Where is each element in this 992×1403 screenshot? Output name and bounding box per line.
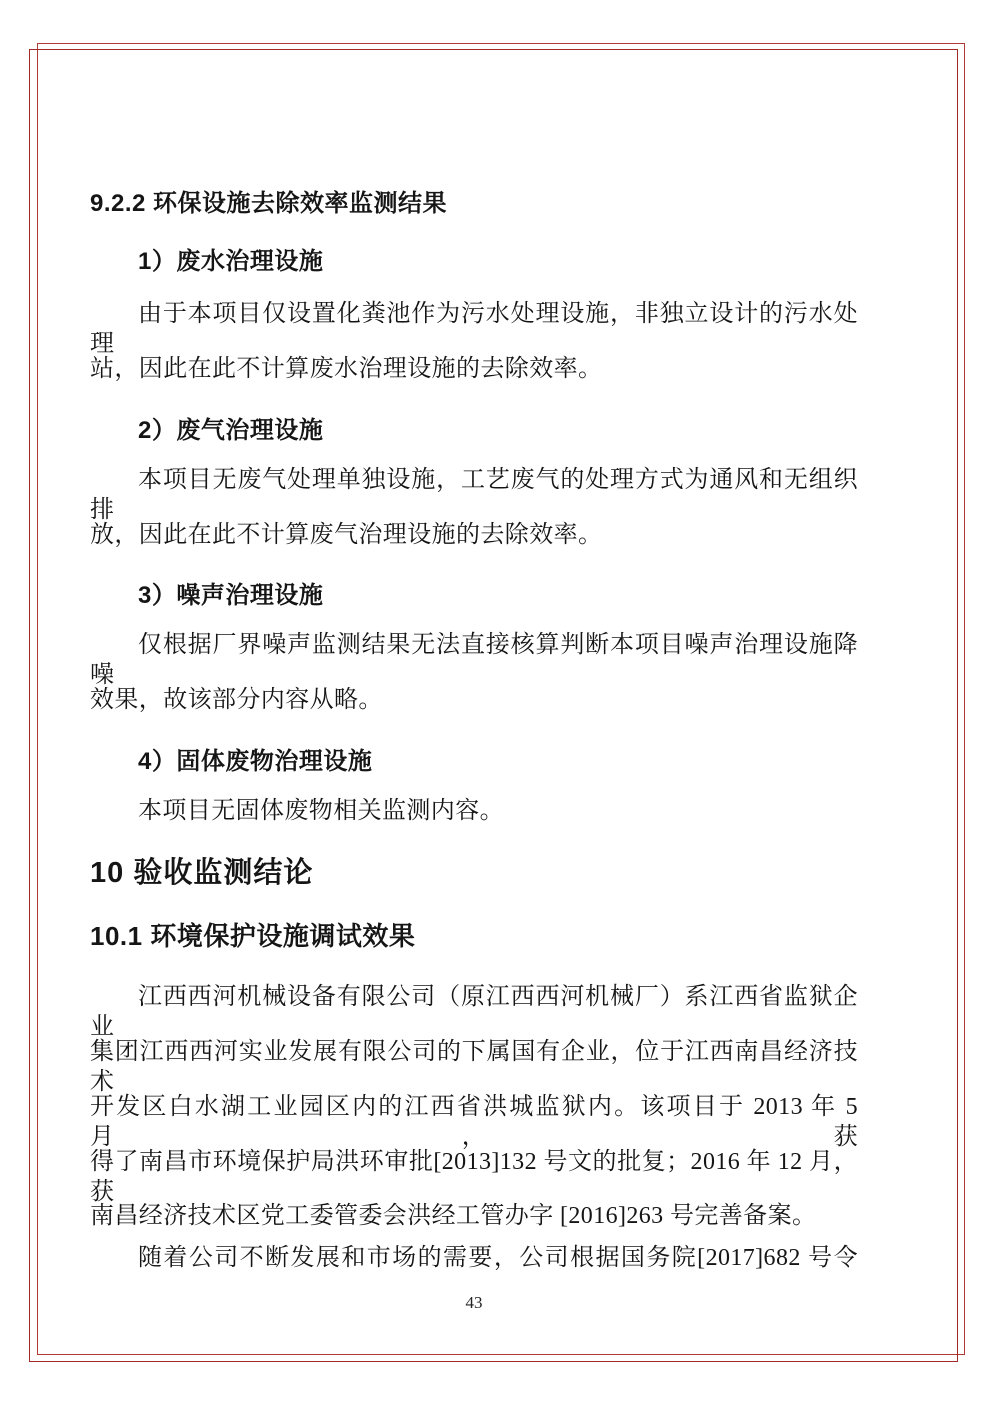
heading-line: 1）废水治理设施 [138, 248, 324, 275]
text-line: 由于本项目仅设置化粪池作为污水处理设施，非独立设计的污水处理 [90, 301, 858, 357]
heading-line: 4）固体废物治理设施 [138, 748, 373, 775]
heading-line: 10 验收监测结论 [90, 857, 314, 889]
text-line: 本项目无废气处理单独设施，工艺废气的处理方式为通风和无组织排 [90, 467, 858, 523]
page-number: 43 [465, 1293, 483, 1312]
text-line: 放，因此在此不计算废气治理设施的去除效率。 [90, 522, 603, 548]
text-line: 江西西河机械设备有限公司（原江西西河机械厂）系江西省监狱企业 [90, 984, 858, 1040]
text-line: 站，因此在此不计算废水治理设施的去除效率。 [90, 356, 603, 382]
text-line: 仅根据厂界噪声监测结果无法直接核算判断本项目噪声治理设施降噪 [90, 632, 858, 688]
heading-line: 3）噪声治理设施 [138, 582, 324, 609]
heading-line: 2）废气治理设施 [138, 417, 324, 444]
text-line: 本项目无固体废物相关监测内容。 [138, 798, 504, 824]
text-line: 随着公司不断发展和市场的需要，公司根据国务院[2017]682 号令 [138, 1245, 858, 1271]
text-line: 南昌经济技术区党工委管委会洪经工管办字 [2016]263 号完善备案。 [90, 1203, 817, 1229]
text-line: 开发区白水湖工业园区内的江西省洪城监狱内。该项目于 2013 年 5 月，获 [90, 1094, 858, 1150]
text-line: 得了南昌市环境保护局洪环审批[2013]132 号文的批复；2016 年 12 月，获 [90, 1149, 858, 1205]
text-line: 集团江西西河实业发展有限公司的下属国有企业，位于江西南昌经济技术 [90, 1039, 858, 1095]
text-line: 效果，故该部分内容从略。 [90, 687, 383, 713]
heading-line: 10.1 环境保护设施调试效果 [90, 921, 416, 951]
heading-line: 9.2.2 环保设施去除效率监测结果 [90, 190, 448, 217]
